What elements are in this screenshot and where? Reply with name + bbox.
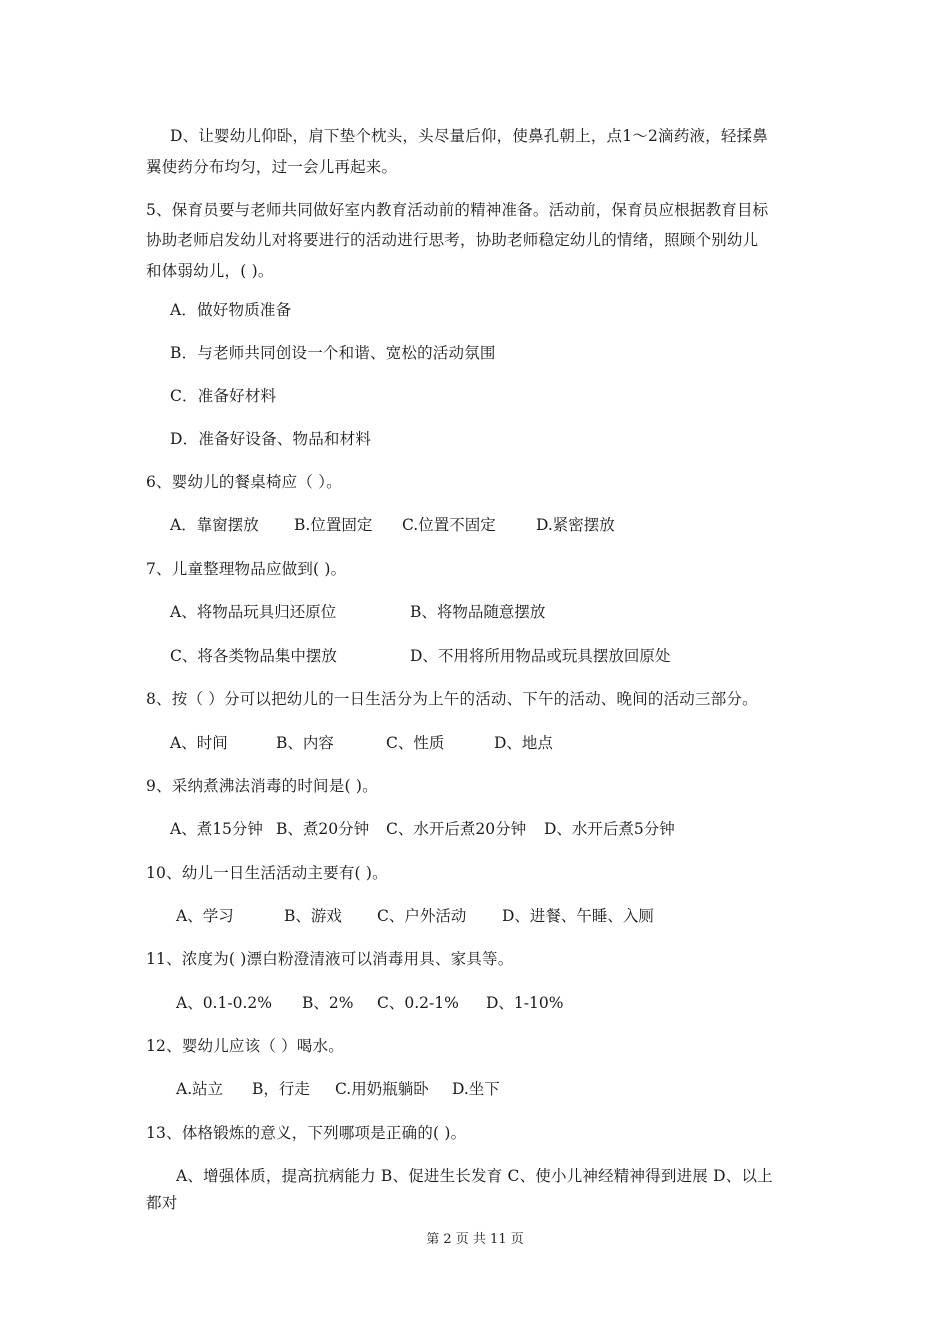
q12-stem: 12、婴幼儿应该（ ）喝水。 xyxy=(146,1037,344,1055)
q11-option-c: C、0.2-1% xyxy=(377,994,459,1012)
q5-stem-line1: 5、保育员要与老师共同做好室内教育活动前的精神准备。活动前，保育员应根据教育目标 xyxy=(146,201,769,219)
q8-stem: 8、按（ ）分可以把幼儿的一日生活分为上午的活动、下午的活动、晚间的活动三部分。 xyxy=(146,690,758,708)
q7-option-d: D、不用将所用物品或玩具摆放回原处 xyxy=(410,647,671,665)
q8-option-a: A、时间 xyxy=(170,734,228,752)
q6-option-a: A．靠窗摆放 xyxy=(170,516,259,534)
q7-stem: 7、儿童整理物品应做到( )。 xyxy=(146,560,347,578)
q10-option-a: A、学习 xyxy=(176,907,234,925)
q6-stem: 6、婴幼儿的餐桌椅应（ ）。 xyxy=(146,473,342,491)
q5-option-c: C．准备好材料 xyxy=(170,387,277,405)
q5-stem-line2: 协助老师启发幼儿对将要进行的活动进行思考，协助老师稳定幼儿的情绪，照顾个别幼儿 xyxy=(146,231,759,249)
q12-option-c: C.用奶瓶躺卧 xyxy=(335,1080,429,1098)
q13-stem: 13、体格锻炼的意义，下列哪项是正确的( )。 xyxy=(146,1124,467,1142)
q10-option-c: C、户外活动 xyxy=(377,907,467,925)
q8-option-d: D、地点 xyxy=(494,734,553,752)
q11-stem: 11、浓度为( )漂白粉澄清液可以消毒用具、家具等。 xyxy=(146,950,514,968)
q4-option-d-line1: D、让婴幼儿仰卧，肩下垫个枕头，头尽量后仰，使鼻孔朝上，点1～2滴药液，轻揉鼻 xyxy=(170,127,768,145)
q4-option-d-line2: 翼使药分布均匀，过一会儿再起来。 xyxy=(146,158,398,176)
q7-option-b: B、将物品随意摆放 xyxy=(410,603,546,621)
q7-option-a: A、将物品玩具归还原位 xyxy=(170,603,337,621)
page-number-footer: 第 2 页 共 11 页 xyxy=(426,1232,524,1247)
q10-option-b: B、游戏 xyxy=(284,907,342,925)
q9-stem: 9、采纳煮沸法消毒的时间是( )。 xyxy=(146,777,378,795)
q9-option-c: C、水开后煮20分钟 xyxy=(386,820,527,838)
q9-option-b: B、煮20分钟 xyxy=(276,820,370,838)
q6-option-c: C.位置不固定 xyxy=(402,516,496,534)
q6-option-d: D.紧密摆放 xyxy=(536,516,615,534)
q6-option-b: B.位置固定 xyxy=(294,516,373,534)
q11-option-b: B、2% xyxy=(302,994,354,1012)
q5-option-a: A．做好物质准备 xyxy=(170,301,292,319)
q11-option-a: A、0.1-0.2% xyxy=(176,994,272,1012)
q9-option-d: D、水开后煮5分钟 xyxy=(544,820,675,838)
q5-option-d: D．准备好设备、物品和材料 xyxy=(170,430,372,448)
q5-option-b: B．与老师共同创设一个和谐、宽松的活动氛围 xyxy=(170,344,496,362)
q12-option-d: D.坐下 xyxy=(452,1080,500,1098)
q8-option-c: C、性质 xyxy=(386,734,445,752)
q12-option-a: A.站立 xyxy=(176,1080,224,1098)
q10-stem: 10、幼儿一日生活活动主要有( )。 xyxy=(146,864,388,882)
q8-option-b: B、内容 xyxy=(276,734,334,752)
q11-option-d: D、1-10% xyxy=(486,994,564,1012)
q7-option-c: C、将各类物品集中摆放 xyxy=(170,647,337,665)
q13-options-line2: 都对 xyxy=(146,1194,178,1212)
q12-option-b: B，行走 xyxy=(252,1080,310,1098)
q5-stem-line3: 和体弱幼儿，( )。 xyxy=(146,262,274,280)
q9-option-a: A、煮15分钟 xyxy=(170,820,263,838)
q13-options-line1: A、增强体质，提高抗病能力 B、促进生长发育 C、使小儿神经精神得到进展 D、以上 xyxy=(176,1167,773,1185)
q10-option-d: D、进餐、午睡、入厕 xyxy=(502,907,654,925)
